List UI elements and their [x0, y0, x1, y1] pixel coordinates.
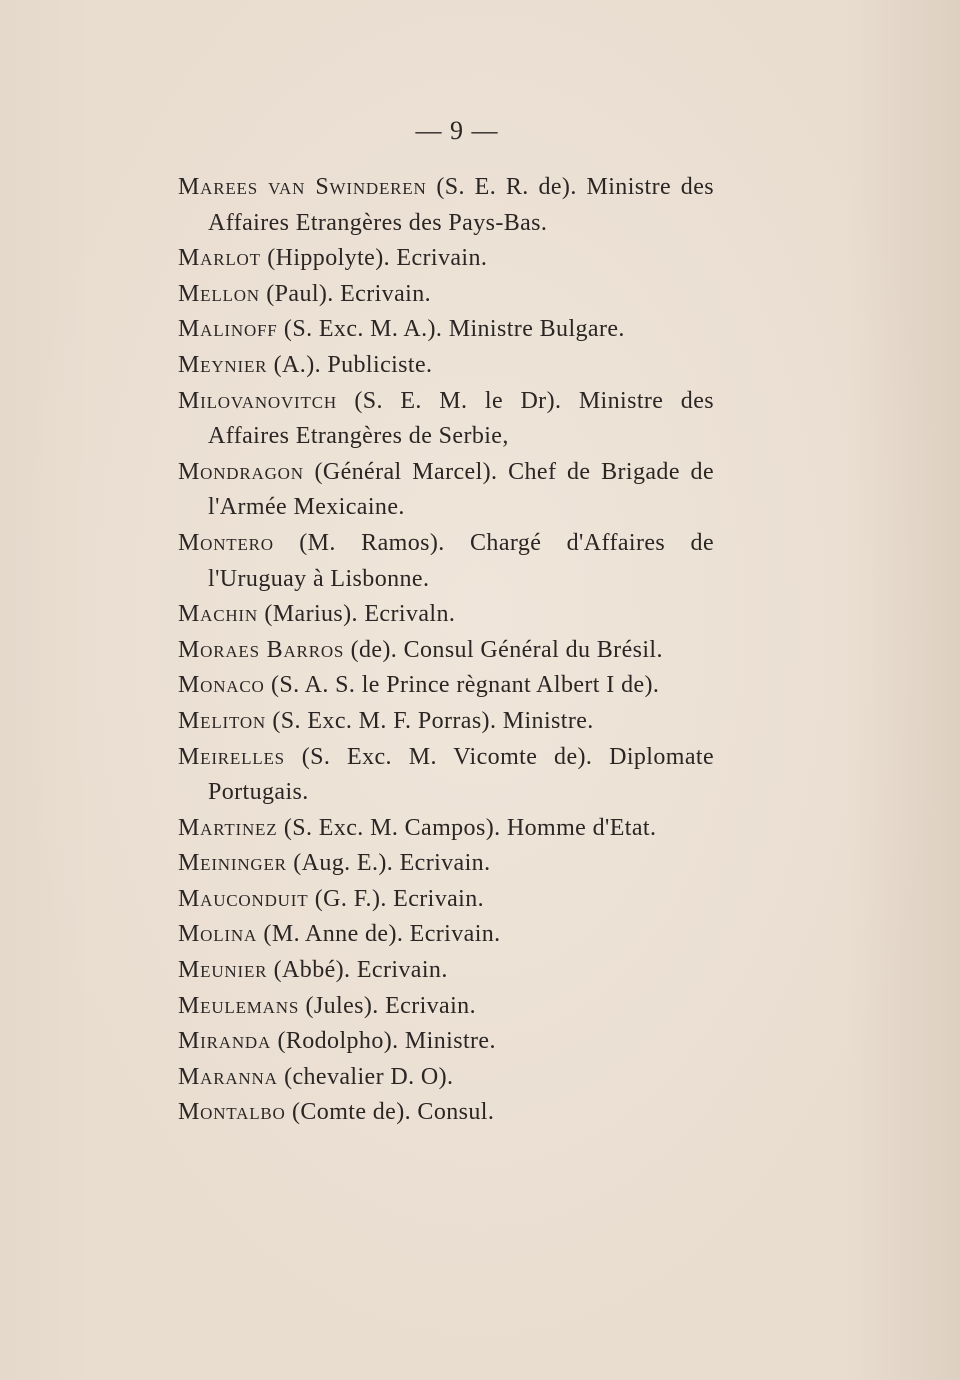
entry-description: (S. Exc. M. Campos). Homme d'Etat.	[277, 814, 657, 841]
entry-name: Miranda	[178, 1028, 272, 1055]
entry-name: Marees van Swinderen	[178, 174, 427, 200]
entry-name: Moraes Barros	[178, 636, 345, 663]
entry-description: (chevalier D. O).	[277, 1063, 454, 1090]
entry-description: (Abbé). Ecrivain.	[267, 957, 448, 984]
list-entry	[178, 1024, 714, 1060]
list-entry	[178, 633, 714, 669]
entry-name: Malinoff	[178, 316, 278, 343]
entry-name: Martinez	[178, 814, 278, 841]
entry-name: Meininger	[178, 850, 287, 877]
list-entry	[178, 882, 714, 918]
list-entry	[178, 526, 714, 597]
list-entry	[178, 241, 714, 277]
entry-name: Monaco	[178, 672, 265, 699]
list-entry	[178, 740, 714, 811]
list-entry	[178, 277, 714, 313]
entry-description: (S. Exc. M. A.). Ministre Bulgare.	[277, 316, 625, 343]
entry-name: Meliton	[178, 707, 267, 734]
entry-description: (de). Consul Général du Brésil.	[344, 636, 663, 663]
list-entry	[178, 811, 714, 847]
entry-description: (Comte de). Consul.	[285, 1099, 495, 1126]
entry-name: Meunier	[178, 957, 268, 984]
entry-description: (S. E. R. de). Ministre des Affaires Etrangères des Pays-Bas.	[208, 174, 714, 236]
list-entry	[178, 953, 714, 989]
list-entry	[178, 455, 714, 526]
entry-name: Meynier	[178, 351, 268, 378]
entry-name: Machin	[178, 601, 258, 628]
entry-name: Mondragon	[178, 458, 304, 485]
entry-name: Marlot	[178, 245, 261, 272]
entry-name: Maranna	[178, 1063, 278, 1090]
name-list	[178, 170, 714, 1131]
list-entry	[178, 348, 714, 384]
entry-name: Milovanovitch	[178, 387, 337, 414]
entry-name: Molina	[178, 921, 258, 948]
entry-name: Meulemans	[178, 992, 300, 1019]
entry-description: (S. Exc. M. Vicomte de). Diplomate Portugais.	[208, 743, 714, 806]
list-entry	[178, 668, 714, 704]
entry-description: (G. F.). Ecrivain.	[308, 885, 485, 912]
list-entry	[178, 384, 714, 455]
entry-name: Meirelles	[178, 743, 285, 770]
list-entry	[178, 1095, 714, 1131]
list-entry	[178, 1060, 714, 1096]
list-entry	[178, 846, 714, 882]
entry-description: (Rodolpho). Ministre.	[271, 1028, 496, 1055]
entry-name: Mellon	[178, 280, 260, 307]
list-entry	[178, 170, 714, 241]
list-entry	[178, 989, 714, 1025]
page-number: — 9 —	[415, 116, 499, 145]
entry-description: (Hippolyte). Ecrivain.	[260, 245, 488, 272]
entry-description: (Aug. E.). Ecrivain.	[286, 850, 491, 877]
entry-description: (A.). Publiciste.	[267, 351, 433, 378]
entry-description: (Jules). Ecrivain.	[299, 992, 476, 1019]
entry-name: Montalbo	[178, 1099, 286, 1126]
entry-description: (Paul). Ecrivain.	[259, 280, 432, 307]
entry-description: (S. A. S. le Prince règnant Albert I de).	[264, 672, 660, 699]
entry-name: Montero	[178, 529, 274, 556]
entry-description: (S. Exc. M. F. Porras). Ministre.	[266, 707, 594, 734]
list-entry	[178, 312, 714, 348]
entry-description: (Marius). Ecrivaln.	[257, 601, 456, 628]
entry-description: (Général Marcel). Chef de Brigade de l'Armée Mexicaine.	[208, 458, 714, 521]
entry-description: (M. Ramos). Chargé d'Affaires de l'Uruguay à Lisbonne.	[208, 529, 714, 592]
entry-description: (M. Anne de). Ecrivain.	[257, 921, 501, 948]
entry-name: Mauconduit	[178, 885, 309, 912]
list-entry	[178, 597, 714, 633]
list-entry	[178, 917, 714, 953]
entry-description: (S. E. M. le Dr). Ministre des Affaires Etrangères de Serbie,	[208, 387, 714, 450]
list-entry	[178, 704, 714, 740]
